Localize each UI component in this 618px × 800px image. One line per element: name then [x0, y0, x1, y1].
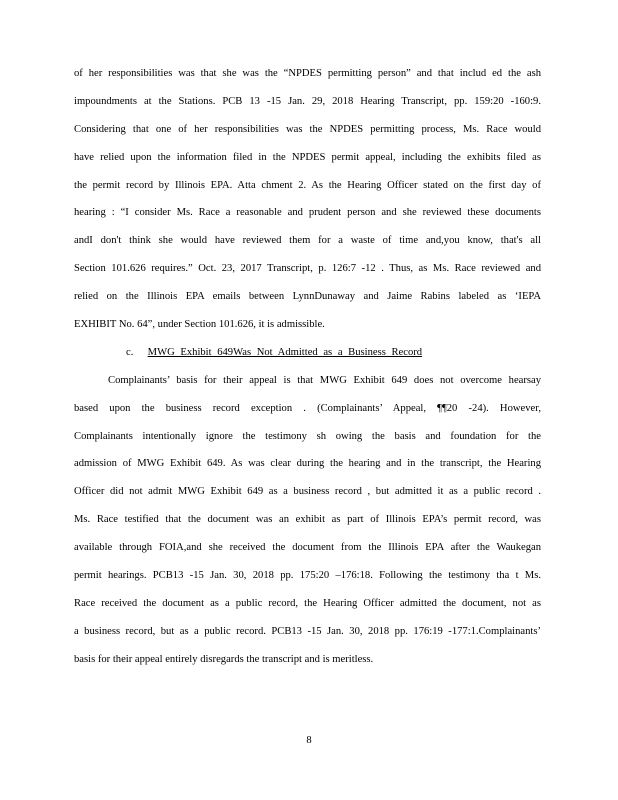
section-number: c.: [126, 346, 134, 358]
text-line: Ms. Race testified that the document was an exhibit as part of Illinois EPA’s permit record, was: [74, 514, 541, 526]
text-line: admission of MWG Exhibit 649. As was clear during the hearing and in the transcript, the Hearing: [74, 458, 541, 470]
text-line: basis for their appeal entirely disregards the transcript and is meritless.: [74, 653, 374, 665]
text-line: Officer did not admit MWG Exhibit 649 as a business record , but admitted it as a public record .: [74, 486, 541, 498]
text-line: permit hearings. PCB13 -15 Jan. 30, 2018 pp. 175:20 –176:18. Following the testimony tha t Ms.: [74, 570, 541, 582]
text-line: the permit record by Illinois EPA. Atta chment 2. As the Hearing Officer stated on the first day of: [74, 179, 541, 191]
text-line: of her responsibilities was that she was the “NPDES permitting person” and that includ ed the ash: [74, 68, 541, 79]
section-title: MWG Exhibit 649Was Not Admitted as a Business Record: [147, 346, 423, 358]
text-line: impoundments at the Stations. PCB 13 -15 Jan. 29, 2018 Hearing Transcript, pp. 159:20 -160:9.: [74, 95, 541, 107]
text-line: based upon the business record exception . (Complainants’ Appeal, ¶¶20 -24). However,: [74, 402, 541, 414]
text-line: have relied upon the information filed in the NPDES permit appeal, including the exhibits filed as: [74, 151, 541, 163]
body-text: [74, 66, 541, 680]
text-line: relied on the Illinois EPA emails between LynnDunaway and Jaime Rabins labeled as ‘IEPA: [74, 291, 541, 303]
page-number: 8: [306, 735, 312, 746]
text-line: Complainants’ basis for their appeal is that MWG Exhibit 649 does not overcome hearsay: [108, 374, 541, 386]
text-line: Section 101.626 requires.” Oct. 23, 2017 Transcript, p. 126:7 -12 . Thus, as Ms. Race reviewed and: [74, 263, 541, 275]
text-line: EXHIBIT No. 64”, under Section 101.626, it is admissible.: [74, 319, 325, 331]
text-line: Considering that one of her responsibilities was the NPDES permitting process, Ms. Race would: [74, 123, 541, 135]
text-line: hearing : “I consider Ms. Race a reasonable and prudent person and she reviewed these documents: [74, 207, 541, 219]
text-line: a business record, but as a public record. PCB13 -15 Jan. 30, 2018 pp. 176:19 -177:1.Complainants’: [74, 625, 541, 637]
text-line: available through FOIA,and she received the document from the Illinois EPA after the Waukegan: [74, 542, 541, 554]
text-line: andI don't think she would have reviewed them for a waste of time and,you know, that's all: [74, 235, 541, 247]
section-heading: [74, 345, 541, 373]
text-line: Race received the document as a public record, the Hearing Officer admitted the document, not as: [74, 597, 541, 609]
text-line: Complainants intentionally ignore the testimony sh owing the basis and foundation for the: [74, 430, 541, 442]
